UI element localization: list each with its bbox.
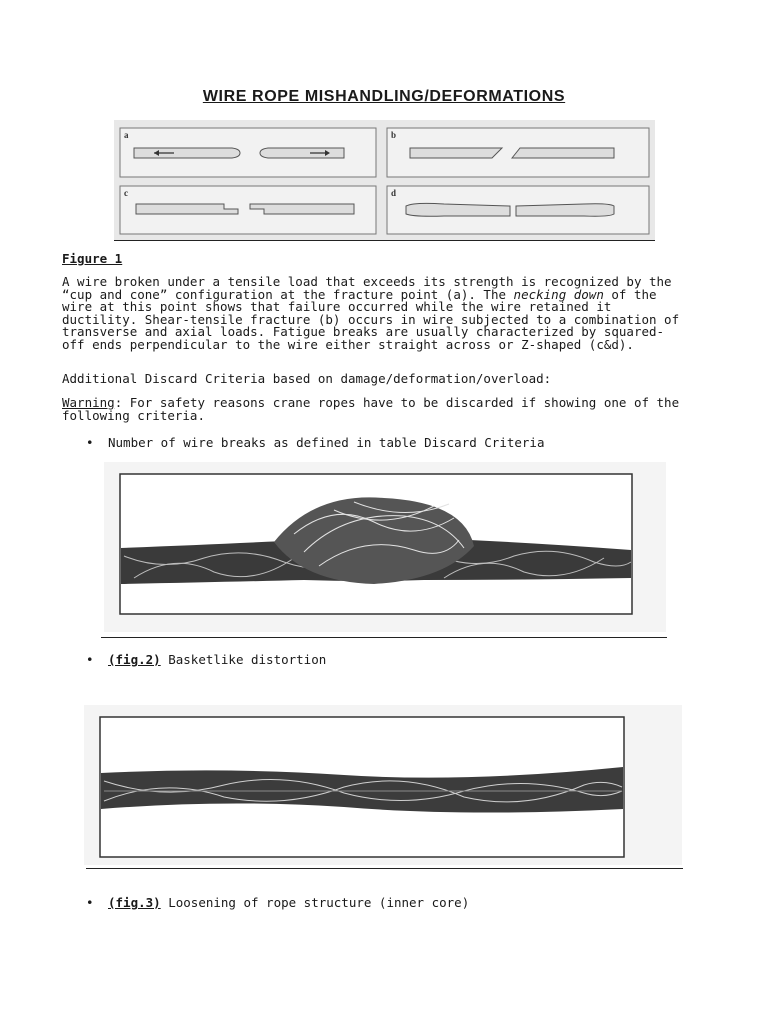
figure-1-heading: Figure 1 [62,251,123,266]
paragraph-line: “cup and cone” configuration at the fracture point (a). The necking down of the [62,286,657,302]
fracture-description-paragraph [62,276,722,351]
panel-label-d: d [391,188,397,198]
panel-label-b: b [391,130,397,140]
panel-label-a: a [124,130,129,140]
paragraph-line: off ends perpendicular to the wire either straight across or Z-shaped (c&d). [62,336,634,352]
list-item-text: Loosening of rope structure (inner core) [160,895,470,910]
additional-criteria-heading: Additional Discard Criteria based on damage/deformation/overload: [62,371,552,386]
figure-2-image [104,462,666,632]
figure-3-divider [86,868,683,869]
bullet-icon: • [86,435,94,450]
figure-reference: (fig.3) [108,895,161,910]
figure-reference: (fig.2) [108,652,161,667]
figure-1-image [114,120,655,240]
warning-paragraph: Warning: For safety reasons crane ropes have to be discarded if showing one of the following criteria. [62,395,680,423]
list-item [86,895,470,955]
paragraph-line: A wire broken under a tensile load that exceeds its strength is recognized by the [62,274,672,289]
figure-2-divider [101,637,667,638]
bullet-icon: • [86,652,94,667]
figure-3-image [84,705,682,865]
list-item [86,652,327,712]
panel-label-c: c [124,188,128,198]
warning-label: Warning [62,395,115,410]
figure-1-divider [114,240,655,241]
paragraph-line: ductility. Shear-tensile fracture (b) occurs in wire subjected to a combination of [62,311,680,327]
paragraph-line: wire at this point shows that failure occurred while the wire retained it [62,299,612,314]
paragraph-line: transverse and axial loads. Fatigue breaks are usually characterized by squared- [62,324,665,339]
list-item-text: Basketlike distortion [160,652,327,667]
list-item-text: Number of wire breaks as defined in table Discard Criteria [108,435,545,450]
page-title: WIRE ROPE MISHANDLING/DEFORMATIONS [202,88,566,105]
bullet-icon: • [86,895,94,910]
